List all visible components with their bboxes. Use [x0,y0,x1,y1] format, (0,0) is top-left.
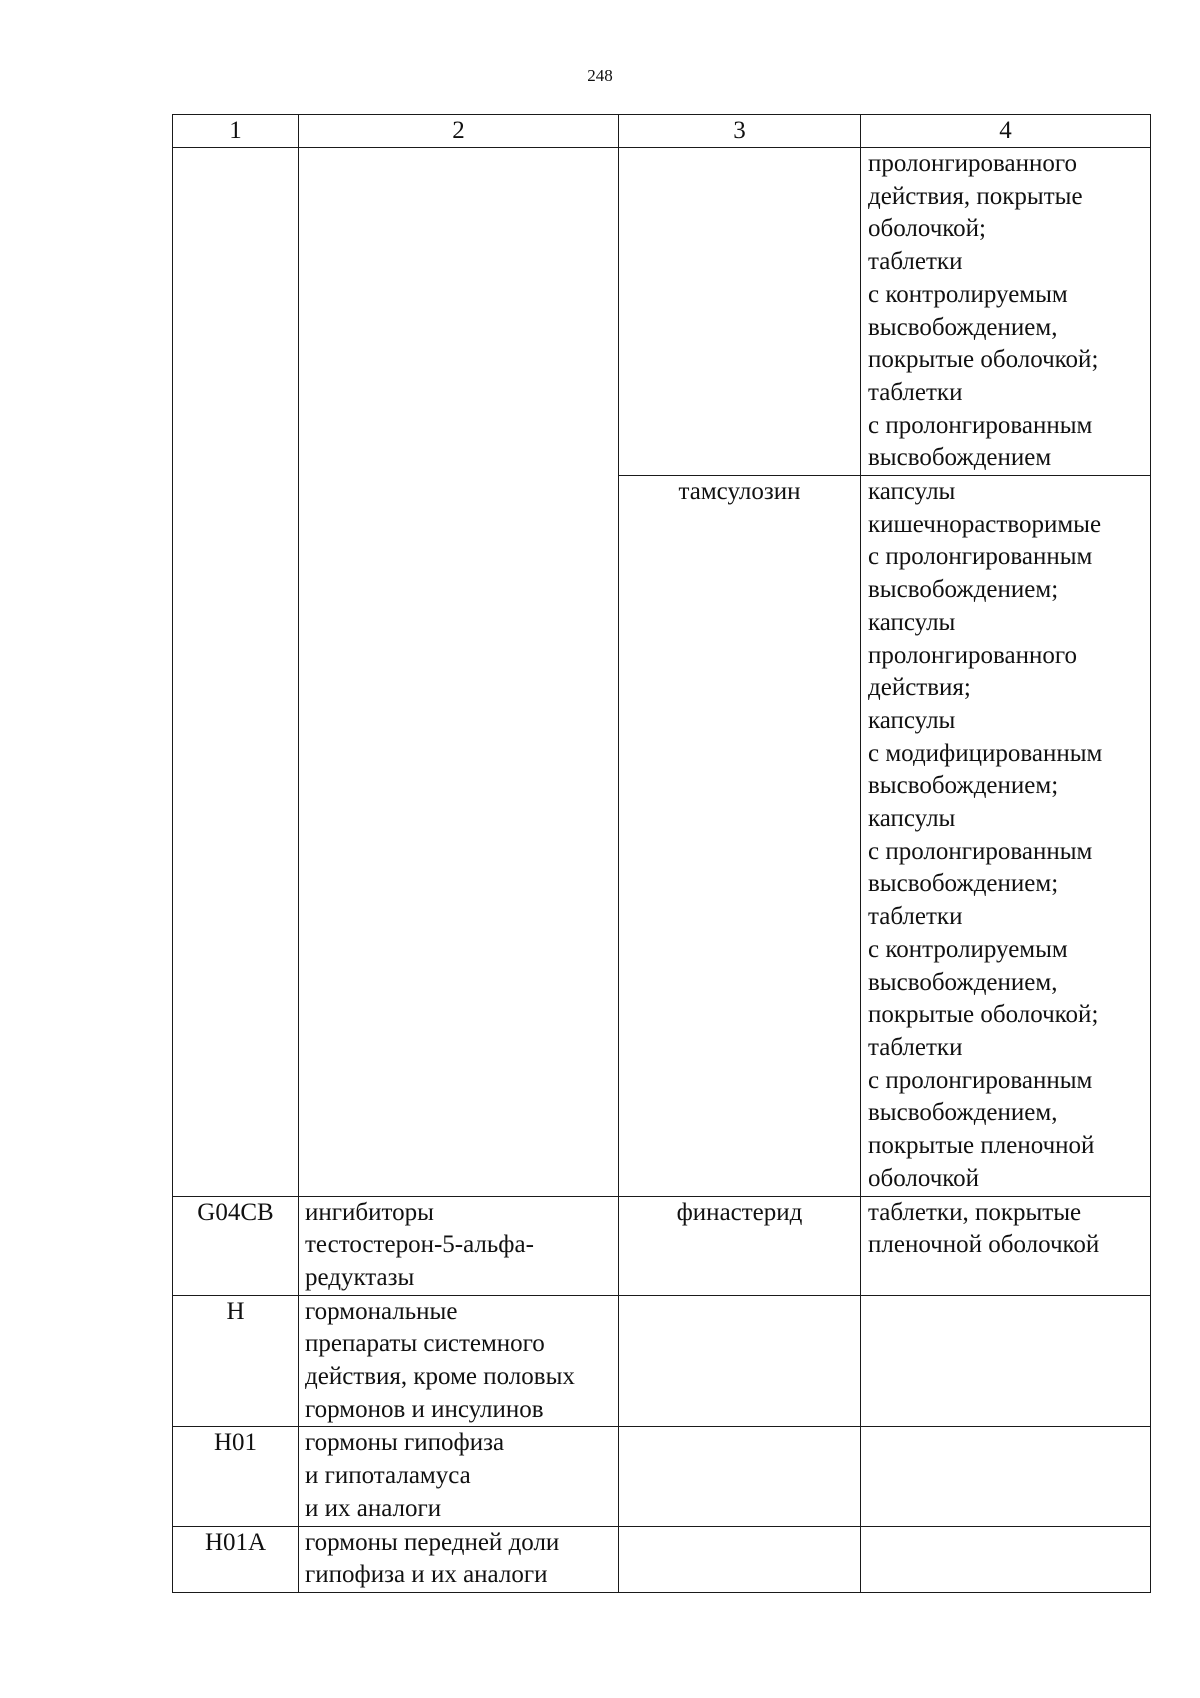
group-cell [299,148,619,1197]
dosage-form-cell [861,1295,1151,1427]
column-header-1: 1 [173,115,299,148]
column-header-4: 4 [861,115,1151,148]
page-number: 248 [587,66,613,85]
column-header-2: 2 [299,115,619,148]
table-row [173,1196,1151,1295]
drug-cell: тамсулозин [619,476,861,1196]
drug-cell [619,1427,861,1526]
dosage-form-cell [861,1526,1151,1592]
drug-cell [619,148,861,476]
table-row [173,1295,1151,1427]
table-header-row [173,115,1151,148]
code-cell [173,148,299,1197]
code-cell: H [173,1295,299,1427]
table-row [173,1526,1151,1592]
code-cell: G04CB [173,1196,299,1295]
dosage-form-cell: капсулы кишечнорастворимые с пролонгированным высвобождением; капсулы пролонгированного действия; капсулы с модифицированным высвобождением; капсулы с пролонгированным высвобождением; таблетки с контролируемым высвобождением, покрытые оболочкой; таблетки с пролонгированным высвобождением, покрытые пленочной оболочкой [861,476,1151,1196]
dosage-form-cell [861,1427,1151,1526]
code-cell: H01 [173,1427,299,1526]
dosage-form-cell: таблетки, покрытые пленочной оболочкой [861,1196,1151,1295]
code-cell: H01A [173,1526,299,1592]
group-cell: ингибиторы тестостерон-5-альфа- редуктазы [299,1196,619,1295]
table-row [173,1427,1151,1526]
drug-cell: финастерид [619,1196,861,1295]
group-cell: гормоны передней доли гипофиза и их аналоги [299,1526,619,1592]
drug-cell [619,1295,861,1427]
medication-table [172,114,1151,1593]
table-row [173,148,1151,476]
group-cell: гормональные препараты системного действия, кроме половых гормонов и инсулинов [299,1295,619,1427]
column-header-3: 3 [619,115,861,148]
group-cell: гормоны гипофиза и гипоталамуса и их аналоги [299,1427,619,1526]
drug-cell [619,1526,861,1592]
dosage-form-cell: пролонгированного действия, покрытые оболочкой; таблетки с контролируемым высвобождением, покрытые оболочкой; таблетки с пролонгированным высвобождением [861,148,1151,476]
